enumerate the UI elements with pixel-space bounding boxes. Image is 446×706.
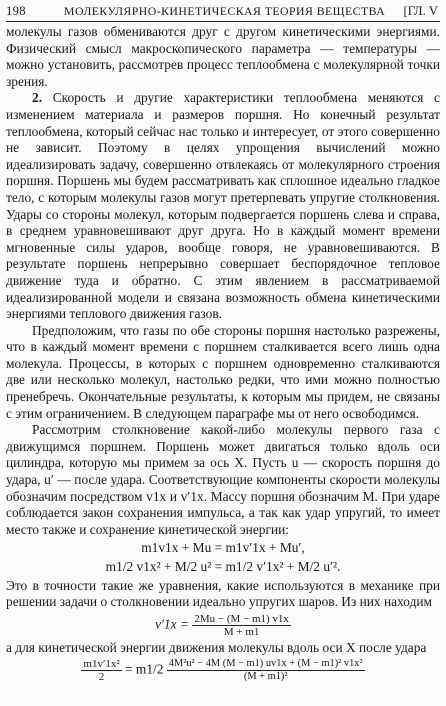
paragraph-4: Рассмотрим столкновение какой-либо молекулы первого газа с движущимся поршнем. Поршень может двигаться только вдоль оси цилиндра, которую мы примем за ось X. Пусть u — скорость поршня до удара, u′ — после удара. Соответствующие компоненты скорости молекулы обозначим посредством v1x и v′1x. Массу поршня обозначим M. При ударе соблюдается закон сохранения импульса, а так как удар упругий, то имеет место также и сохранение кинетической энергии: bbox=[6, 422, 440, 537]
ke-lhs-denominator: 2 bbox=[98, 671, 105, 684]
paragraph-6: а для кинетической энергии движения молекулы вдоль оси X после удара bbox=[6, 639, 427, 655]
equation-velocity bbox=[6, 613, 440, 638]
velocity-denominator: M + m1 bbox=[223, 625, 260, 638]
ke-lhs-numerator: m1v′1x² bbox=[83, 658, 120, 671]
velocity-fraction bbox=[192, 613, 291, 638]
page-number: 198 bbox=[6, 4, 26, 18]
header-rule bbox=[6, 21, 440, 22]
equation-momentum: m1v1x + Mu = m1v′1x + Mu′, bbox=[141, 540, 305, 556]
velocity-numerator: 2Mu − (M − m1) v1x bbox=[194, 612, 289, 625]
equation-kinetic-energy bbox=[6, 658, 440, 683]
ke-fraction bbox=[167, 658, 365, 683]
velocity-lhs: v′1x = bbox=[155, 616, 189, 632]
ke-numerator: 4M²u² − 4M (M − m1) uv1x + (M − m1)² v1x² bbox=[168, 658, 363, 670]
paragraph-5: Это в точности такие же уравнения, какие используются в механике при решении задачи о столкновении идеально упругих шаров. Из них находим bbox=[6, 577, 440, 610]
paragraph-2-text: Скорость и другие характеристики теплообмена меняются с изменением материала и размеров поршня. Но конечный результат теплообмена, который сейчас нас только и интересует, от этого совершенно не зависит. Поэтому в целях упрощения вычислений можно идеализировать задачу, совершенно отвлекаясь от молекулярного строения поршня. Поршень мы будем рассматривать как сплошное идеально гладкое тело, с которым молекулы газов могут претерпевать упругие столкновения. Удары со стороны молекул, которым подвергается поршень слева и справа, в среднем уравновешивают друг друга. Но в каждый момент времени мгновенные силы ударов, вообще говоря, не уравновешиваются. В результате поршень непрерывно совершает беспорядочное тепловое движение туда и обратно. С этим явлением в рассматриваемой идеализированной модели и связана возможность обмена кинетическими энергиями теплового движения газов. bbox=[6, 90, 440, 322]
paragraph-2-number: 2. bbox=[32, 90, 43, 106]
chapter-label: [ГЛ. V bbox=[403, 4, 438, 18]
ke-lhs-fraction bbox=[81, 658, 121, 683]
paragraph-3: Предположим, что газы по обе стороны поршня настолько разрежены, что в каждый момент времени с поршнем сталкивается всего лишь одна молекула. Процессы, в которых с поршнем одновременно сталкиваются две или несколько молекул, настолько редки, что ими можно полностью пренебречь. Окончательные результаты, к которым мы придем, не связаны с этим ограничением. В следующем параграфе мы от него освободимся. bbox=[6, 322, 440, 421]
running-title: МОЛЕКУЛЯРНО-КИНЕТИЧЕСКАЯ ТЕОРИЯ ВЕЩЕСТВА bbox=[64, 4, 386, 18]
running-header bbox=[6, 2, 440, 20]
equation-energy: m1/2 v1x² + M/2 u² = m1/2 v′1x² + M/2 u′². bbox=[105, 559, 341, 574]
ke-denominator: (M + m1)² bbox=[243, 671, 288, 683]
paragraph-2 bbox=[6, 90, 440, 322]
ke-mid: = m1/2 bbox=[125, 661, 164, 677]
paragraph-1: молекулы газов обмениваются друг с другом кинетическими энергиями. Физический смысл макроскопического параметра — температуры — можно установить, рассмотрев процесс теплообмена с молекулярной точки зрения. bbox=[6, 24, 440, 89]
